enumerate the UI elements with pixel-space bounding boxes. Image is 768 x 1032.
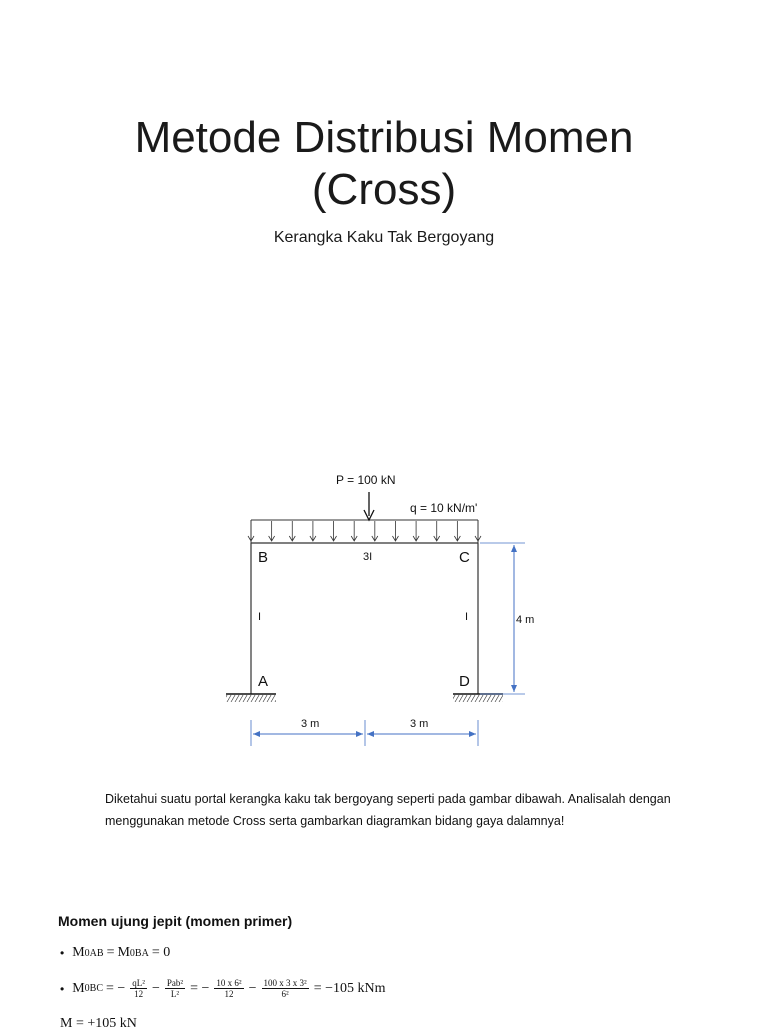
point-load-arrow (364, 492, 374, 520)
subtitle: Kerangka Kaku Tak Bergoyang (273, 229, 495, 246)
moment-symbol: M (72, 980, 85, 996)
bullet: • (60, 981, 65, 996)
label-node-a: A (258, 673, 269, 690)
label-span-left: 3 m (301, 718, 320, 730)
fraction-4: $\frac{\text{100 x 3 x 3²}}{\text{6²}}$ (263, 978, 307, 999)
title-line-2: (Cross) (311, 165, 457, 214)
support-d (453, 694, 503, 702)
fraction-3: $\frac{\text{10 x 6²}}{12}$ (216, 978, 242, 999)
label-col-right-inertia: I (465, 611, 469, 623)
label-height-dim: 4 m (516, 614, 535, 626)
label-col-left-inertia: I (258, 611, 262, 623)
equation-3-partial (60, 1016, 137, 1032)
mid: = − (190, 980, 210, 996)
equation-2 (60, 978, 389, 999)
moment-subscript: 0BA (129, 947, 149, 959)
result: = −105 kNm (313, 980, 386, 996)
minus: − (248, 980, 257, 996)
prefix: = − (106, 980, 126, 996)
bullet: • (60, 946, 65, 960)
moment-symbol: M (117, 945, 130, 960)
udl-arrow (310, 521, 316, 541)
title-line-1: Metode Distribusi Momen (134, 113, 634, 162)
udl-arrow (331, 521, 337, 541)
section-title: Momen ujung jepit (momen primer) (58, 913, 293, 929)
moment-symbol: M (72, 945, 85, 960)
fraction-2: $\frac{\text{Pab²}}{\text{L²}}$ (166, 978, 184, 999)
label-beam-inertia: 3I (363, 551, 373, 563)
label-load-q: q = 10 kN/m' (410, 501, 478, 515)
moment-subscript: 0AB (84, 947, 104, 959)
span-dimension (251, 720, 478, 746)
udl-arrow (372, 521, 378, 541)
udl-arrow (454, 521, 460, 541)
fraction-1: $\frac{\text{qL²}}{12}$ (132, 978, 145, 999)
udl-arrow (269, 521, 275, 541)
equation-1 (60, 945, 173, 961)
udl-arrow (289, 521, 295, 541)
label-node-d: D (459, 673, 470, 690)
udl-arrow (392, 521, 398, 541)
udl-arrow (475, 521, 481, 541)
label-node-b: B (258, 549, 269, 566)
distributed-load (248, 520, 481, 543)
label-span-right: 3 m (410, 718, 429, 730)
udl-arrow (248, 521, 254, 541)
udl-arrow (351, 521, 357, 541)
result: = 0 (151, 945, 171, 960)
label-node-c: C (459, 549, 470, 566)
udl-arrow (413, 521, 419, 541)
support-a (226, 694, 276, 702)
udl-arrow (434, 521, 440, 541)
moment-subscript: 0BC (84, 983, 103, 994)
minus: − (152, 980, 160, 996)
problem-statement: Diketahui suatu portal kerangka kaku tak bergoyang seperti pada gambar dibawah. Analisalah dengan menggunakan metode Cross serta gambarkan diagramkan bidang gaya dalamnya! (105, 792, 671, 828)
label-load-p: P = 100 kN (336, 473, 396, 487)
equals-sign: = (106, 945, 115, 960)
equation-3-text: M = +105 kN (60, 1016, 137, 1031)
